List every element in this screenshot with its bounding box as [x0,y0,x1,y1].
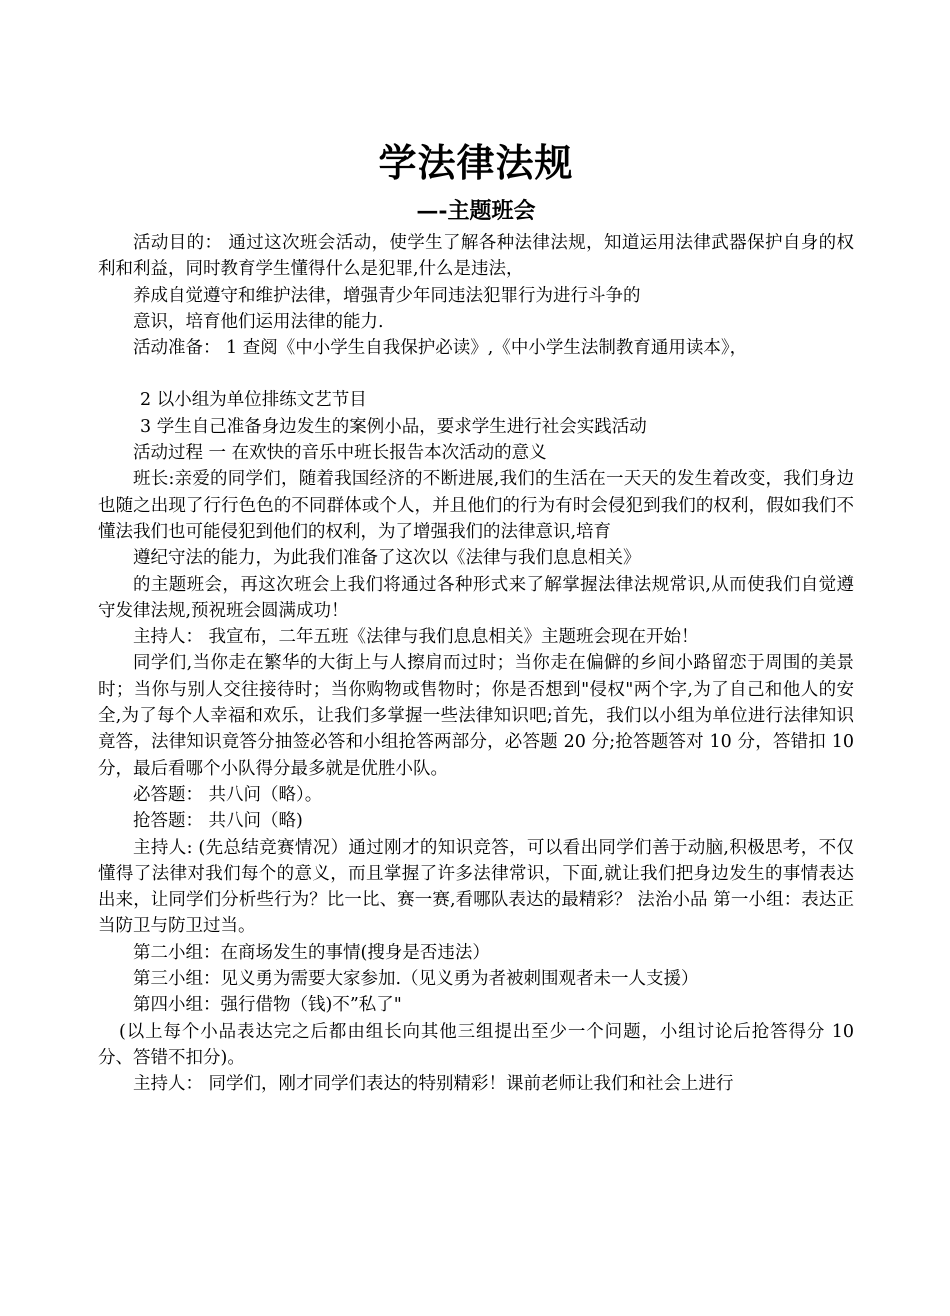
paragraph-group-2: 第二小组：在商场发生的事情(搜身是否违法） [133,942,490,963]
paragraph-host-announce: 主持人： 我宣布，二年五班《法律与我们息息相关》主题班会现在开始！ [133,627,699,648]
paragraph-monitor-speech-cont-2: 的主题班会，再这次班会上我们将通过各种形式来了解掌握法律法规常识,从而使我们自觉遵守发律法规,预祝班会圆满成功！ [98,574,854,621]
paragraph-preparation: 活动准备： 1 查阅《中小学生自我保护必读》,《中小学生法制教育通用读本》， [133,338,748,359]
paragraph-preparation-3: 3 学生自己准备身边发生的案例小品，要求学生进行社会实践活动 [140,416,647,437]
paragraph-host-intro: 同学们,当你走在繁华的大街上与人擦肩而过时；当你走在偏僻的乡间小路留恋于周围的美景时；当你与别人交往接待时；当你购物或售物时；你是否想到"侵权"两个字,为了自己和他人的安全,为了每个人幸福和欢乐，让我们多掌握一些法律知识吧;首先，我们以小组为单位进行法律知识竟答，法律知识竟答分抽签必答和小组抢答两部分，必答题 20 分;抢答题答对 10 分，答错扣 10 分，最后看哪个小队得分最多就是优胜小队。 [98,653,854,779]
paragraph-required-questions: 必答题： 共八问（略）。 [133,784,323,805]
paragraph-quick-questions: 抢答题： 共八问（略) [133,811,303,832]
paragraph-host-summary: 主持人: (先总结竞赛情况）通过刚才的知识竞答，可以看出同学们善于动脑,积极思考，不仅懂得了法律对我们每个的意义，而且掌握了许多法律常识，下面,就让我们把身边发生的事情表达出来，让同学们分析些行为？比一比、赛一赛,看哪队表达的最精彩？ 法治小品 第一小组：表达正当防卫与防卫过当。 [98,837,854,937]
paragraph-group-3: 第三小组：见义勇为需要大家参加.（见义勇为者被刺围观者未一人支援） [133,969,699,990]
paragraph-host-closing: 主持人： 同学们，刚才同学们表达的特别精彩！课前老师让我们和社会上进行 [133,1074,734,1095]
paragraph-purpose-cont-1: 养成自觉遵守和维护法律，增强青少年同违法犯罪行为进行斗争的 [133,285,641,306]
document-title: 学法律法规 [378,140,574,185]
paragraph-preparation-2: 2 以小组为单位排练文艺节目 [140,390,367,411]
paragraph-purpose: 活动目的： 通过这次班会活动，使学生了解各种法律法规，知道运用法律武器保护自身的权利和利益，同时教育学生懂得什么是犯罪,什么是违法， [98,233,854,280]
paragraph-purpose-cont-2: 意识，培育他们运用法律的能力. [133,311,384,332]
document-page [98,138,854,1098]
paragraph-group-4: 第四小组：强行借物（钱)不”私了" [133,995,402,1016]
paragraph-monitor-speech-cont-1: 遵纪守法的能力，为此我们准备了这次以《法律与我们息息相关》 [133,548,641,569]
document-subtitle: —-主题班会 [416,198,536,224]
paragraph-skit-note: (以上每个小品表达完之后都由组长向其他三组提出至少一个问题，小组讨论后抢答得分 10 分、答错不扣分)。 [98,1021,854,1068]
paragraph-monitor-speech: 班长:亲爱的同学们，随着我国经济的不断进展,我们的生活在一天天的发生着改变，我们身边也随之出现了行行色色的不同群体或个人，并且他们的行为有时会侵犯到我们的权利，假如我们不懂法我们也可能侵犯到他们的权利，为了增强我们的法律意识,培育 [98,469,854,542]
paragraph-process-1: 活动过程 一 在欢快的音乐中班长报告本次活动的意义 [133,443,547,464]
